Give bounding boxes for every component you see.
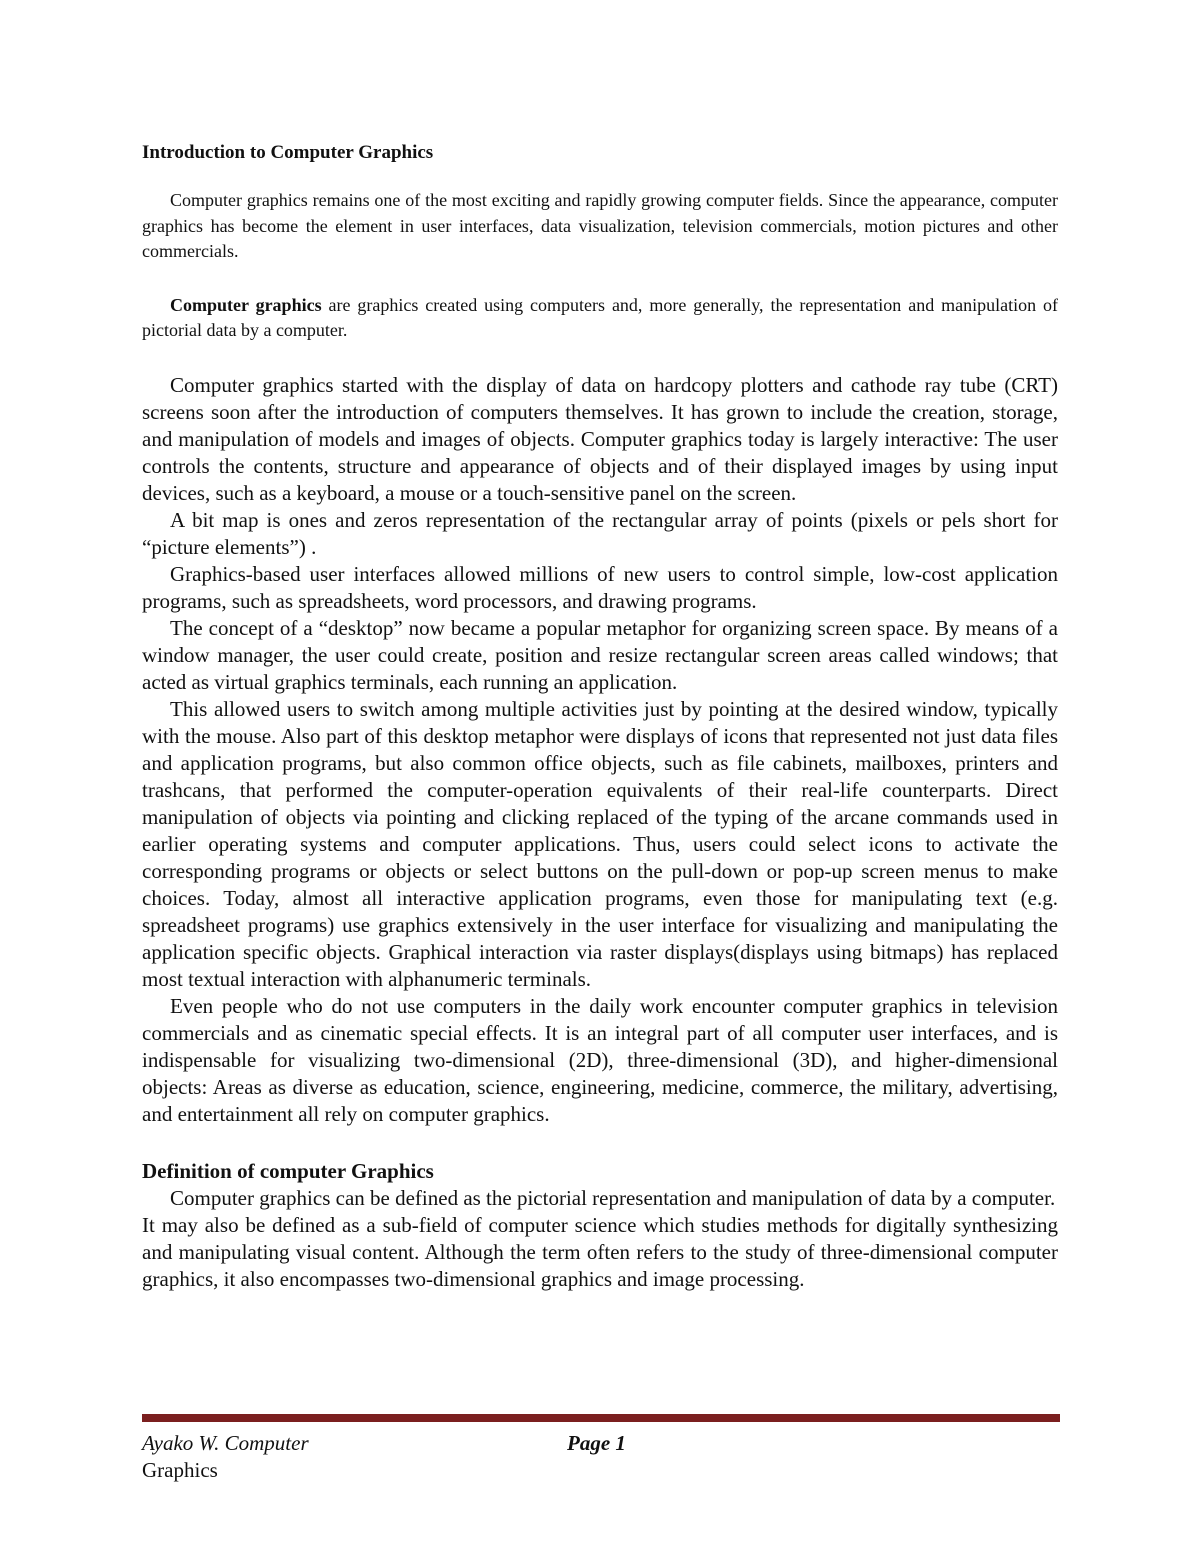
paragraph-applications: Even people who do not use computers in the daily work encounter computer graphics in television commercials and as cinematic special effects. It is an integral part of all computer user interfaces, and is indispensable for visualizing two-dimensional (2D), three-dimensional (3D), and higher-dimensional objects: Areas as diverse as education, science, engineering, medicine, commerce, the military, advertising, and entertainment all rely on computer graphics. xyxy=(142,993,1058,1126)
footer-author-cont: Graphics xyxy=(142,1458,218,1482)
bold-term: Computer graphics xyxy=(170,294,322,315)
paragraph-icons: This allowed users to switch among multiple activities just by pointing at the desired window, typically with the mouse. Also part of this desktop metaphor were displays of icons that represented not just data files and application programs, but also common office objects, such as file cabinets, mailboxes, printers and trashcans, that performed the computer-operation equivalents of their real-life counterparts. Direct manipulation of objects via pointing and clicking replaced of the typing of the arcane commands used in earlier operating systems and computer applications. Thus, users could select icons to activate the corresponding programs or objects or select buttons on the pull-down or pop-up screen menus to make choices. Today, almost all interactive application programs, even those for manipulating text (e.g. spreadsheet programs) use graphics extensively in the user interface for visualizing and manipulating the application specific objects. Graphical interaction via raster displays(displays using bitmaps) has replaced most textual interaction with alphanumeric terminals. xyxy=(142,696,1058,991)
document-title: Introduction to Computer Graphics xyxy=(142,142,434,163)
paragraph-bitmap: A bit map is ones and zeros representation of the rectangular array of points (pixels or pels short for “picture elements”) . xyxy=(142,507,1058,559)
section-heading: Definition of computer Graphics xyxy=(142,1158,434,1183)
document-body xyxy=(142,140,1058,1293)
paragraph-history: Computer graphics started with the display of data on hardcopy plotters and cathode ray tube (CRT) screens soon after the introduction of computers themselves. It has grown to include the creation, storage, and manipulation of models and images of objects. Computer graphics today is largely interactive: The user controls the contents, structure and appearance of objects and of their displayed images by using input devices, such as a keyboard, a mouse or a touch-sensitive panel on the screen. xyxy=(142,372,1058,505)
paragraph-intro: Computer graphics remains one of the most exciting and rapidly growing computer fields. Since the appearance, computer graphics has become the element in user interfaces, data visualization, television commercials, motion pictures and other commercials. xyxy=(142,190,1058,261)
paragraph-definition-text: are graphics created using computers and, more generally, the representation and manipulation of pictorial data by a computer. xyxy=(142,294,1059,340)
footer-rule xyxy=(142,1414,1060,1422)
page-number: Page 1 xyxy=(567,1431,626,1455)
paragraph-definition-2: It may also be defined as a sub-field of computer science which studies methods for digitally synthesizing and manipulating visual content. Although the term often refers to the study of three-dimensional computer graphics, it also encompasses two-dimensional graphics and image processing. xyxy=(142,1212,1058,1291)
paragraph-desktop: The concept of a “desktop” now became a popular metaphor for organizing screen space. By means of a window manager, the user could create, position and resize rectangular screen areas called windows; that acted as virtual graphics terminals, each running an application. xyxy=(142,615,1058,694)
paragraph-gui: Graphics-based user interfaces allowed millions of new users to control simple, low-cost application programs, such as spreadsheets, word processors, and drawing programs. xyxy=(142,561,1058,613)
footer-author xyxy=(142,1430,309,1484)
paragraph-definition xyxy=(142,293,1058,344)
footer-author-name: Ayako W. Computer xyxy=(142,1431,309,1455)
paragraph-definition-1: Computer graphics can be defined as the pictorial representation and manipulation of data by a computer. xyxy=(170,1185,1056,1210)
